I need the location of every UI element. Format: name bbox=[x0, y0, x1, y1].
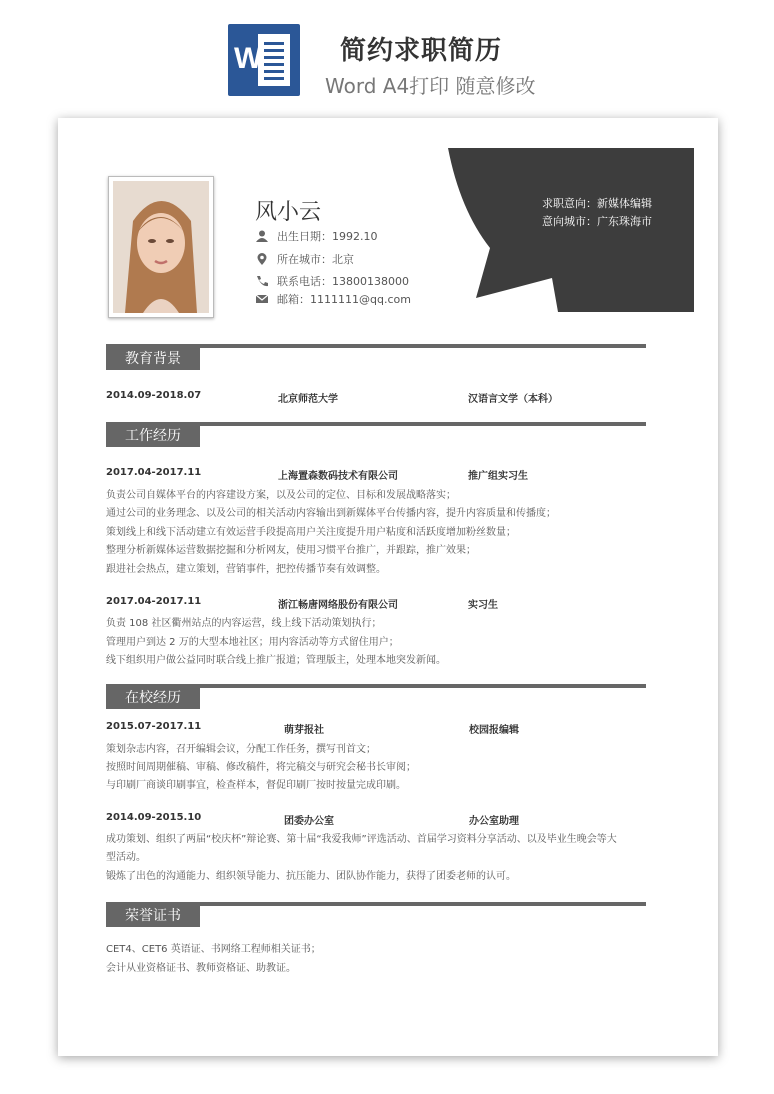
banner-title: 简约求职简历 bbox=[340, 36, 503, 66]
job-duty: 负责 108 社区衢州站点的内容运营，线上线下活动策划执行； bbox=[106, 618, 382, 629]
work-heading: 工作经历 bbox=[106, 425, 200, 447]
campus-duty: 型活动。 bbox=[106, 852, 146, 863]
profile-photo bbox=[108, 176, 214, 318]
phone-number: 联系电话：13800138000 bbox=[277, 275, 409, 288]
campus-date: 2015.07-2017.11 bbox=[106, 721, 202, 732]
word-doc-icon: W bbox=[228, 24, 300, 96]
phone-icon bbox=[255, 275, 269, 287]
mail-icon bbox=[255, 293, 269, 305]
campus-date: 2014.09-2015.10 bbox=[106, 812, 202, 823]
edu-major: 汉语言文学（本科） bbox=[468, 394, 558, 405]
honors-heading: 荣誉证书 bbox=[106, 905, 200, 927]
intent-city: 意向城市：广东珠海市 bbox=[542, 215, 652, 228]
job-role: 推广组实习生 bbox=[468, 471, 528, 482]
email-row bbox=[255, 291, 411, 307]
job-duty: 线下组织用户做公益同时联合线上推广报道；管理版主，处理本地突发新闻。 bbox=[106, 655, 446, 666]
birth-row bbox=[255, 228, 378, 244]
campus-duty: 锻炼了出色的沟通能力、组织领导能力、抗压能力、团队协作能力，获得了团委老师的认可。 bbox=[106, 871, 516, 882]
campus-duty: 成功策划、组织了两届“校庆杯”辩论赛、第十届“我爱我师”评选活动、首届学习资料分享活动、以及毕业生晚会等大 bbox=[106, 834, 617, 845]
job-duty: 管理用户到达 2 万的大型本地社区；用内容活动等方式留住用户； bbox=[106, 637, 399, 648]
campus-duty: 按照时间周期催稿、审稿、修改稿件，将完稿交与研究会秘书长审阅； bbox=[106, 762, 416, 773]
phone-row bbox=[255, 273, 409, 289]
job-duty: 通过公司的业务理念、以及公司的相关活动内容输出到新媒体平台传播内容，提升内容质量和传播度； bbox=[106, 508, 556, 519]
education-heading: 教育背景 bbox=[106, 348, 200, 370]
campus-role: 办公室助理 bbox=[469, 816, 519, 827]
job-date: 2017.04-2017.11 bbox=[106, 596, 202, 607]
job-duty: 整理分析新媒体运营数据挖掘和分析网友，使用习惯平台推广，并跟踪，推广效果； bbox=[106, 545, 476, 556]
campus-duty: 与印刷厂商谈印刷事宜，检查样本，督促印刷厂按时按量完成印刷。 bbox=[106, 780, 406, 791]
resume-page bbox=[58, 118, 718, 1056]
template-banner bbox=[0, 0, 774, 112]
job-intent: 求职意向：新媒体编辑 bbox=[542, 197, 652, 210]
honor-line: 会计从业资格证书、教师资格证、助教证。 bbox=[106, 963, 296, 974]
banner-subtitle: Word A4打印 随意修改 bbox=[325, 74, 536, 98]
job-company: 浙江畅唐网络股份有限公司 bbox=[278, 600, 398, 611]
honor-line: CET4、CET6 英语证、书网络工程师相关证书； bbox=[106, 944, 321, 955]
job-duty: 策划线上和线下活动建立有效运营手段提高用户关注度提升用户粘度和活跃度增加粉丝数量； bbox=[106, 527, 516, 538]
job-company: 上海置森数码技术有限公司 bbox=[278, 471, 398, 482]
job-duty: 跟进社会热点，建立策划，营销事件，把控传播节奏有效调整。 bbox=[106, 564, 386, 575]
job-duty: 负责公司自媒体平台的内容建设方案，以及公司的定位、目标和发展战略落实； bbox=[106, 490, 456, 501]
edu-school: 北京师范大学 bbox=[278, 394, 338, 405]
campus-org: 萌芽报社 bbox=[284, 725, 324, 736]
campus-role: 校园报编辑 bbox=[469, 725, 519, 736]
campus-heading: 在校经历 bbox=[106, 687, 200, 709]
job-date: 2017.04-2017.11 bbox=[106, 467, 202, 478]
job-role: 实习生 bbox=[468, 600, 498, 611]
current-city: 所在城市：北京 bbox=[277, 253, 354, 266]
city-row bbox=[255, 251, 354, 267]
candidate-name: 风小云 bbox=[255, 200, 322, 225]
edu-date: 2014.09-2018.07 bbox=[106, 390, 202, 401]
intent-speech-bubble bbox=[448, 148, 698, 318]
campus-duty: 策划杂志内容，召开编辑会议，分配工作任务，撰写刊首文； bbox=[106, 744, 376, 755]
email-address: 邮箱：1111111@qq.com bbox=[277, 293, 411, 306]
location-pin-icon bbox=[255, 253, 269, 265]
person-icon bbox=[255, 230, 269, 242]
birth-date: 出生日期：1992.10 bbox=[277, 230, 378, 243]
campus-org: 团委办公室 bbox=[284, 816, 334, 827]
